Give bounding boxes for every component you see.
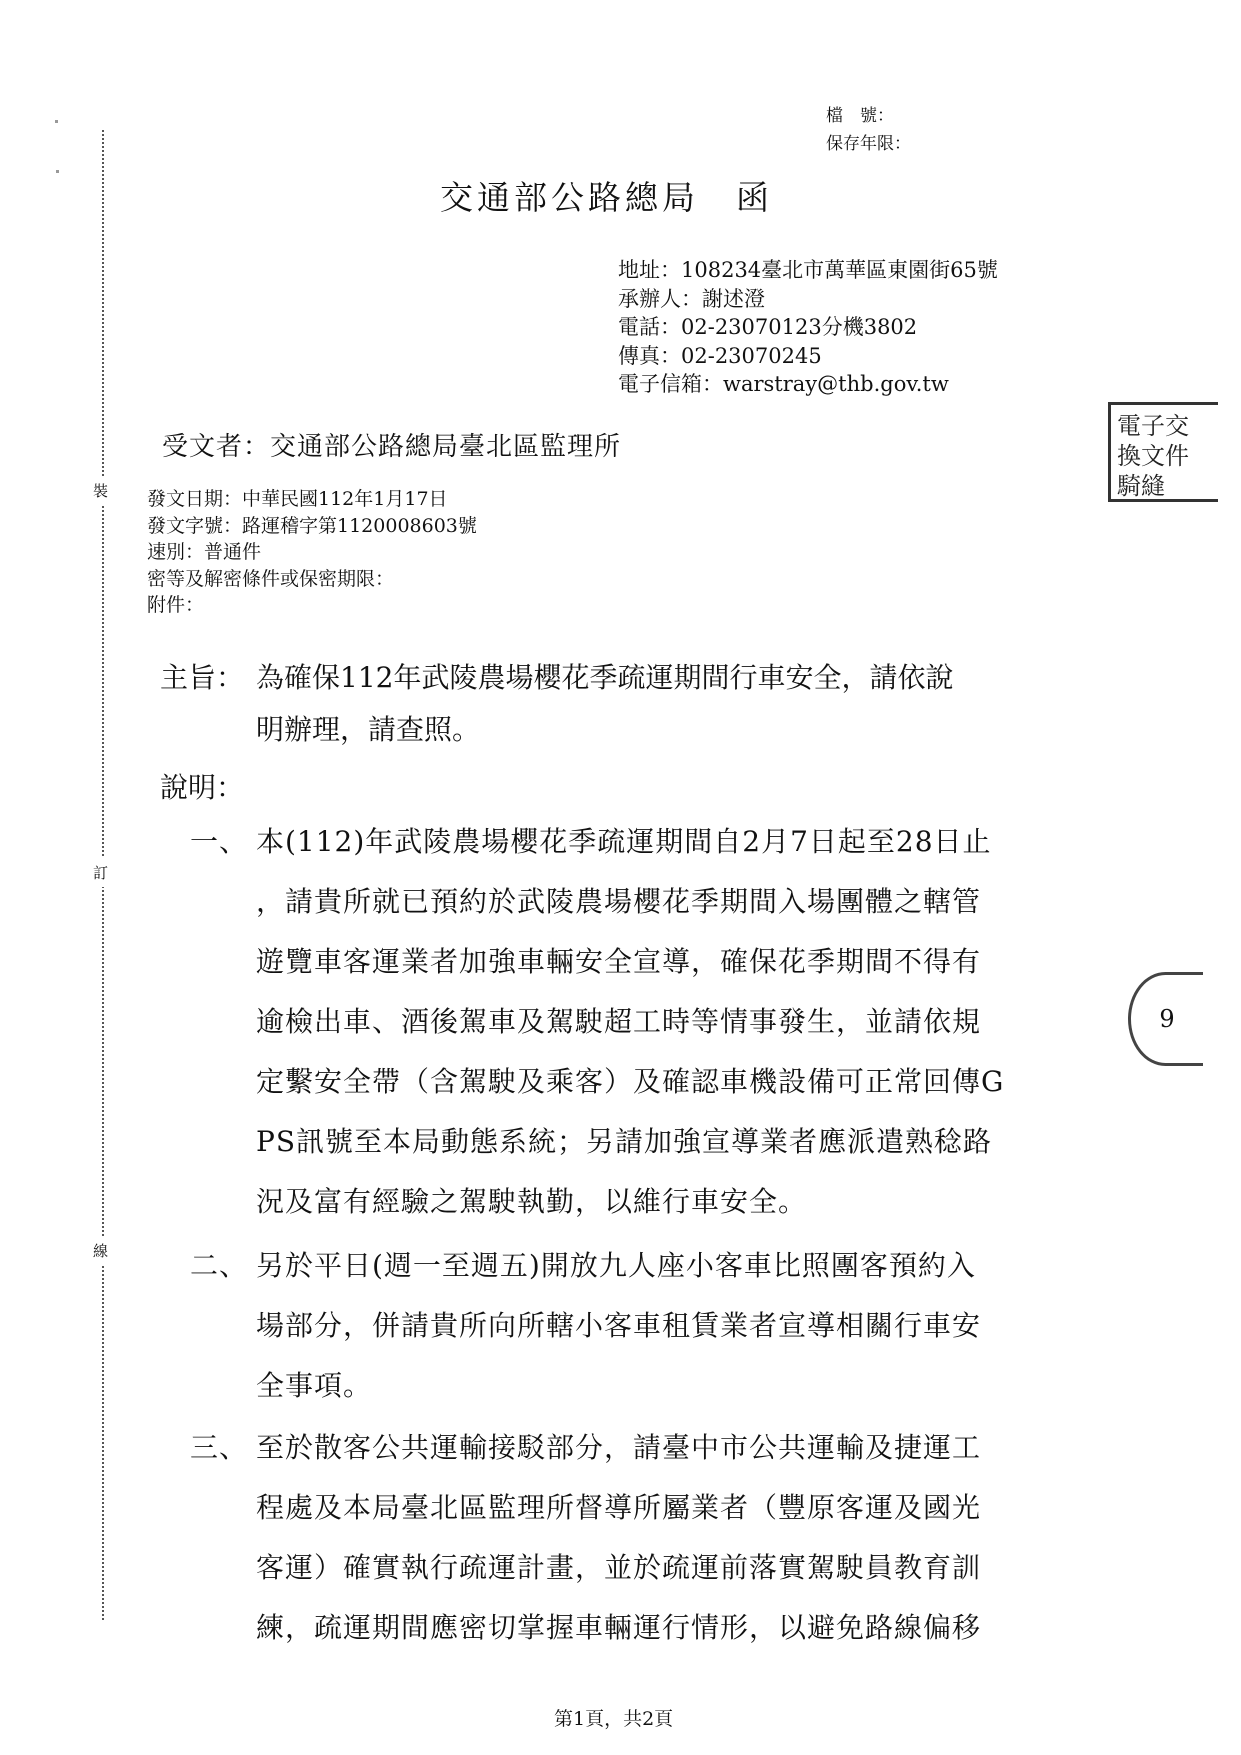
binding-mark-zhuang: 裝	[93, 476, 108, 505]
item-1-line-1: 本(112)年武陵農場櫻花季疏運期間自2月7日起至28日止	[256, 825, 992, 858]
subject-line-1: 為確保112年武陵農場櫻花季疏運期間行車安全，請依說	[256, 661, 954, 694]
phone-line: 電話：02-23070123分機3802	[618, 315, 918, 339]
item-3-line-4: 練，疏運期間應密切掌握車輛運行情形，以避免路線偏移	[256, 1611, 982, 1644]
item-1-line-5: 定繫安全帶（含駕駛及乘客）及確認車機設備可正常回傳G	[256, 1065, 1005, 1098]
issue-doc-number: 發文字號：路運稽字第1120008603號	[147, 514, 477, 537]
issue-meta-block	[147, 486, 477, 619]
issue-date: 發文日期：中華民國112年1月17日	[147, 488, 448, 510]
explanation-label: 說明：	[160, 771, 245, 804]
item-marker: 三、	[190, 1431, 249, 1464]
exchange-seam-stamp: 電子交換文件騎縫	[1108, 402, 1218, 502]
handler-line: 承辦人：謝述澄	[618, 286, 765, 311]
item-3-line-1: 至於散客公共運輸接駁部分，請臺中市公共運輸及捷運工	[256, 1431, 982, 1464]
item-1-line-4: 逾檢出車、酒後駕車及駕駛超工時等情事發生，並請依規	[256, 1005, 982, 1038]
seal-number-badge: 9	[1128, 972, 1203, 1066]
binding-mark-xian: 線	[93, 1236, 108, 1265]
retention-period-label: 保存年限：	[826, 134, 911, 154]
item-3-line-3: 客運）確實執行疏運計畫，並於疏運前落實駕駛員教育訓	[256, 1551, 982, 1584]
attachment-line: 附件：	[147, 594, 205, 616]
file-number-label: 檔 號：	[826, 106, 894, 126]
item-1-line-6: PS訊號至本局動態系統；另請加強宣導業者應派遣熟稔路	[256, 1125, 993, 1158]
speed-category: 速別：普通件	[147, 541, 262, 563]
subject-line-2: 明辦理，請查照。	[256, 713, 481, 746]
subject-label: 主旨：	[160, 661, 245, 694]
recipient-line: 受文者：交通部公路總局臺北區監理所	[162, 432, 622, 462]
item-marker: 二、	[190, 1249, 249, 1282]
secrecy-conditions: 密等及解密條件或保密期限：	[147, 567, 395, 590]
email-line: 電子信箱：warstray@thb.gov.tw	[618, 372, 949, 396]
scan-speck	[56, 170, 59, 173]
item-1-line-3: 遊覽車客運業者加強車輛安全宣導，確保花季期間不得有	[256, 945, 982, 978]
item-1-line-7: 況及富有經驗之駕駛執勤，以維行車安全。	[256, 1185, 808, 1218]
page-footer: 第1頁，共2頁	[554, 1708, 674, 1730]
item-1-line-2: ，請貴所就已預約於武陵農場櫻花季期間入場團體之轄管	[256, 885, 982, 918]
address-line: 地址：108234臺北市萬華區東園街65號	[618, 258, 998, 282]
scan-speck	[55, 120, 58, 123]
binding-mark-ding: 訂	[93, 858, 108, 887]
contact-block	[618, 256, 998, 399]
item-3-line-2: 程處及本局臺北區監理所督導所屬業者（豐原客運及國光	[256, 1491, 982, 1524]
item-2-line-1: 另於平日(週一至週五)開放九人座小客車比照團客預約入	[256, 1249, 976, 1282]
item-2-line-2: 場部分，併請貴所向所轄小客車租賃業者宣導相關行車安	[256, 1309, 982, 1342]
item-2-line-3: 全事項。	[256, 1369, 373, 1402]
item-marker: 一、	[190, 825, 249, 858]
fax-line: 傳真：02-23070245	[618, 343, 822, 368]
document-title: 交通部公路總局 函	[440, 178, 773, 217]
